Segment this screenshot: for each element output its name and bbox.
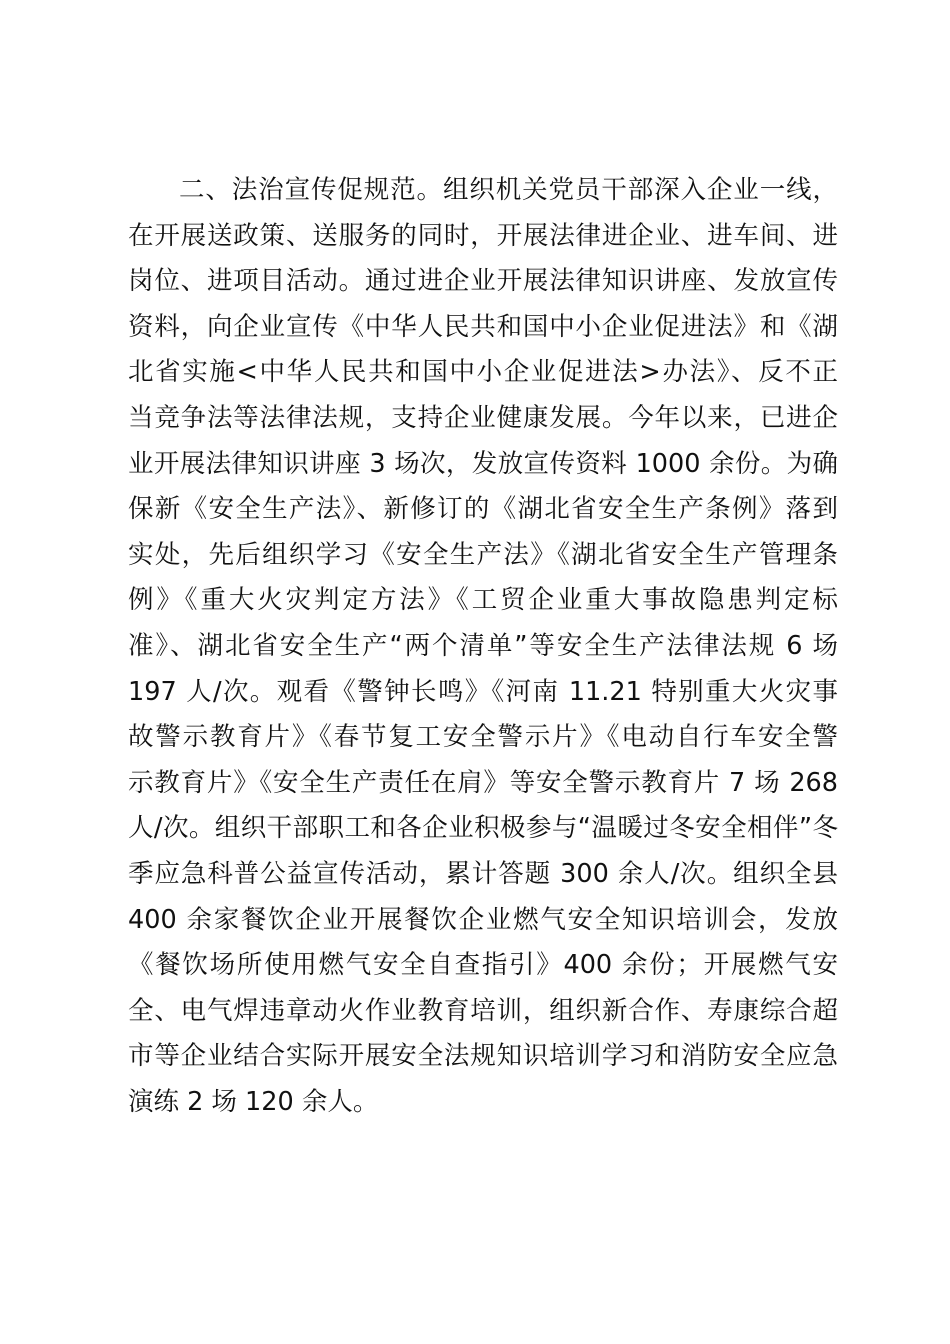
paragraph-line: 保新《安全生产法》、新修订的《湖北省安全生产条例》落到 bbox=[128, 494, 838, 525]
paragraph-line: 示教育片》《安全生产责任在肩》等安全警示教育片 7 场 268 bbox=[128, 767, 838, 798]
paragraph-line: 400 余家餐饮企业开展餐饮企业燃气安全知识培训会，发放 bbox=[128, 904, 838, 935]
paragraph-line: 二、法治宣传促规范。组织机关党员干部深入企业一线， bbox=[179, 175, 838, 205]
paragraph-line: 岗位、进项目活动。通过进企业开展法律知识讲座、发放宣传 bbox=[128, 266, 838, 297]
paragraph-line: 故警示教育片》《春节复工安全警示片》《电动自行车安全警 bbox=[128, 722, 838, 753]
paragraph-line: 当竞争法等法律法规，支持企业健康发展。今年以来，已进企 bbox=[128, 402, 838, 433]
paragraph-line: 季应急科普公益宣传活动，累计答题 300 余人/次。组织全县 bbox=[128, 858, 838, 889]
paragraph-line: 人/次。组织干部职工和各企业积极参与“温暖过冬安全相伴”冬 bbox=[128, 813, 838, 844]
paragraph-line: 例》《重大火灾判定方法》《工贸企业重大事故隐患判定标 bbox=[128, 585, 838, 616]
paragraph-line: 197 人/次。观看《警钟长鸣》《河南 11.21 特别重大火灾事 bbox=[128, 676, 838, 707]
paragraph-line: 在开展送政策、送服务的同时，开展法律进企业、进车间、进 bbox=[128, 220, 838, 251]
paragraph-line: 准》、湖北省安全生产“两个清单”等安全生产法律法规 6 场 bbox=[128, 630, 838, 661]
paragraph-line: 资料，向企业宣传《中华人民共和国中小企业促进法》和《湖 bbox=[128, 311, 838, 342]
paragraph-line: 实处，先后组织学习《安全生产法》《湖北省安全生产管理条 bbox=[128, 539, 838, 570]
body-paragraph bbox=[128, 168, 838, 1125]
paragraph-line: 全、电气焊违章动火作业教育培训，组织新合作、寿康综合超 bbox=[128, 995, 838, 1026]
paragraph-line: 演练 2 场 120 余人。 bbox=[128, 1086, 379, 1117]
paragraph-line: 《餐饮场所使用燃气安全自查指引》400 余份；开展燃气安 bbox=[128, 950, 838, 981]
paragraph-line: 北省实施<中华人民共和国中小企业促进法>办法》、反不正 bbox=[128, 357, 838, 388]
paragraph-line: 市等企业结合实际开展安全法规知识培训学习和消防安全应急 bbox=[128, 1041, 838, 1072]
paragraph-line: 业开展法律知识讲座 3 场次，发放宣传资料 1000 余份。为确 bbox=[128, 448, 838, 479]
